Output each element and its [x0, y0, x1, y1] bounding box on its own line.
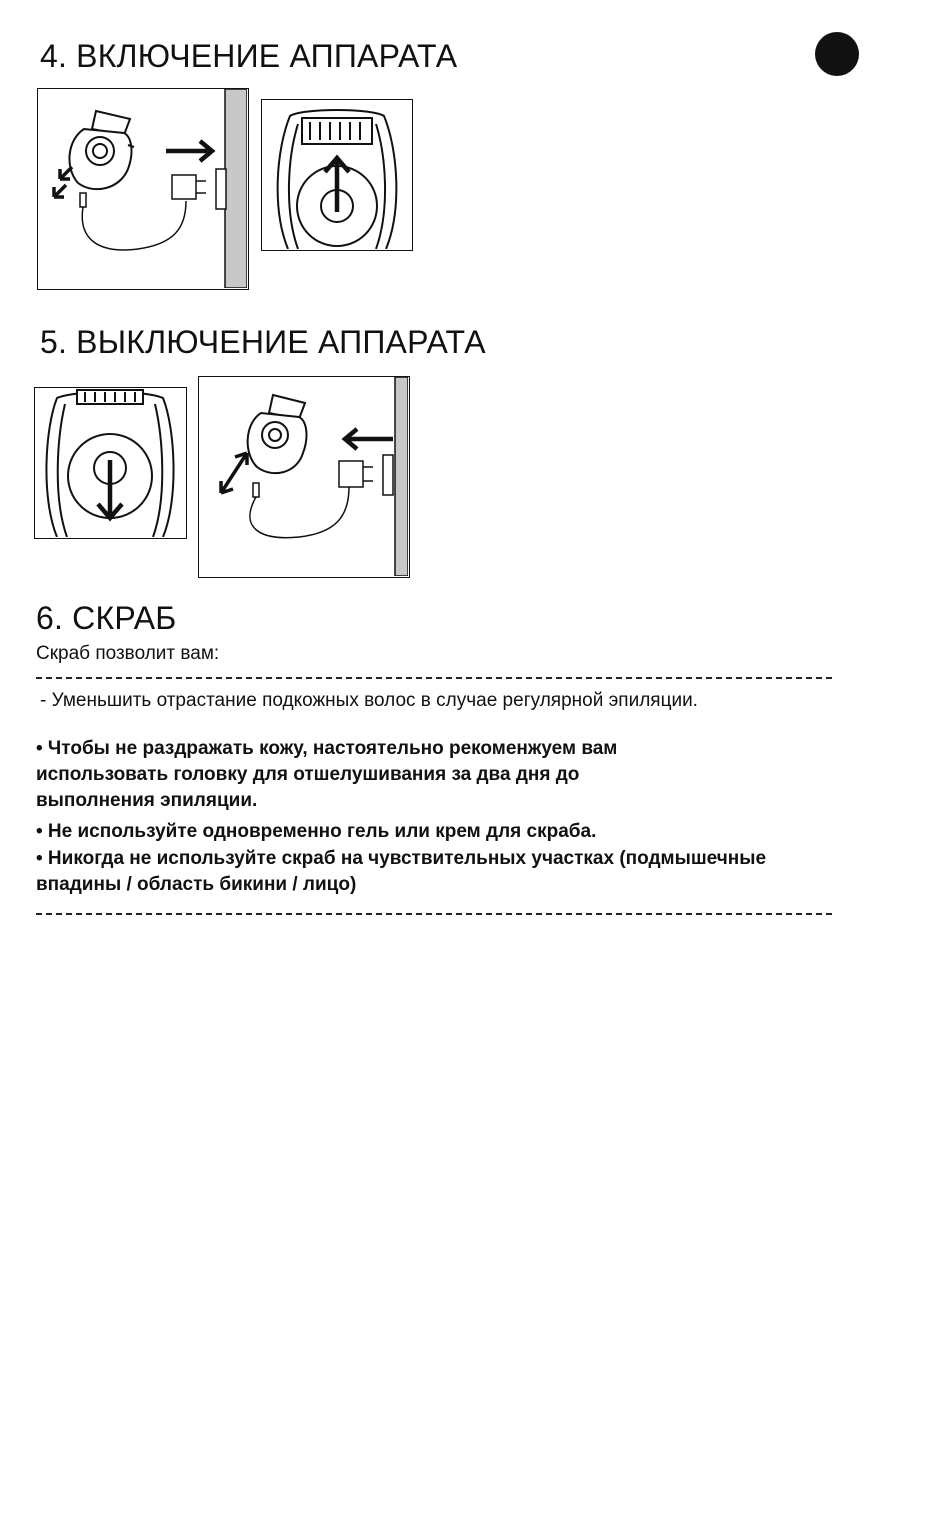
section-5-heading: 5. ВЫКЛЮЧЕНИЕ АППАРАТА: [40, 324, 486, 360]
tip-no-gel: • Не используйте одновременно гель или крем для скраба.: [36, 821, 597, 842]
power-plug-icon: [172, 169, 226, 209]
scrub-intro: Скраб позволит вам:: [36, 643, 220, 664]
illustration-switch-off: [34, 387, 187, 539]
arrow-right-icon: [166, 141, 212, 161]
illustration-switch-on: [261, 99, 413, 251]
epilator-icon: [69, 111, 134, 189]
illustration-plug-in: [37, 88, 249, 290]
scrub-benefit: - Уменьшить отрастание подкожных волос в случае регулярной эпиляции.: [40, 690, 698, 711]
section-6-heading: 6. СКРАБ: [36, 600, 177, 636]
divider-top: [36, 677, 832, 679]
illustration-unplug: [198, 376, 410, 578]
page-badge: [815, 32, 859, 76]
double-arrow-icon: [60, 167, 72, 179]
tip-sensitive-areas: • Никогда не используйте скраб на чувствительных участках (подмышечные впадины / область бикини / лицо): [36, 848, 767, 895]
arrow-up-icon: [325, 158, 349, 212]
section-4-heading: 4. ВКЛЮЧЕНИЕ АППАРАТА: [40, 38, 458, 74]
divider-bottom: [36, 913, 832, 915]
arrow-left-icon: [345, 429, 393, 449]
tip-skin-irritation: • Чтобы не раздражать кожу, настоятельно рекоменжуем вам использовать головку для отшелушивания за два дня до выполнения эпиляции.: [36, 738, 618, 811]
arrow-down-icon: [98, 460, 122, 518]
